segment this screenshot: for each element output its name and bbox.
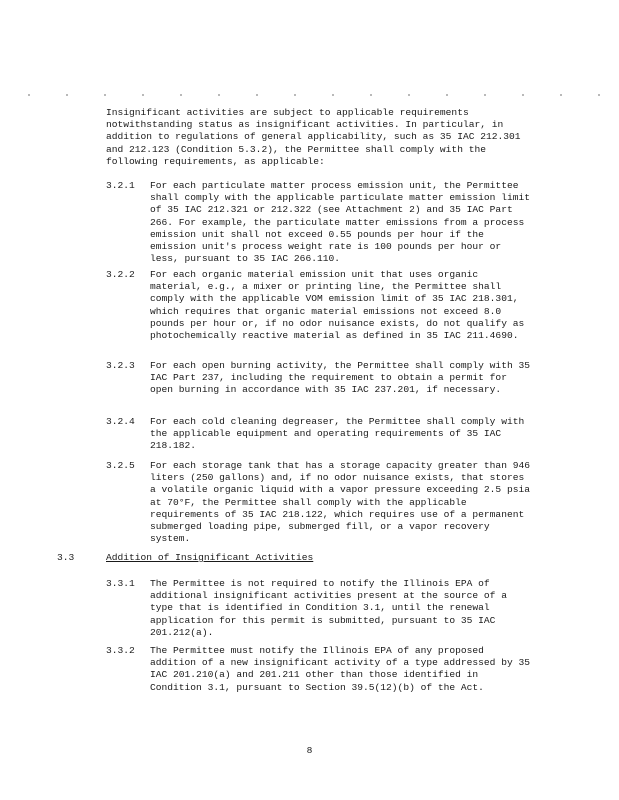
- item-text: For each open burning activity, the Permittee shall comply with 35 IAC Part 237, including the requirement to obtain a permit for open burning in accordance with 35 IAC 237.201, if necessary.: [150, 360, 530, 396]
- item-text: The Permittee must notify the Illinois EPA of any proposed addition of a new insignificant activity of a type addressed by 35 IAC 201.210(a) and 201.211 other than those identified in Condition 3.1, pursuant to Section 39.5(12)(b) of the Act.: [150, 645, 530, 693]
- item-number: 3.3.2: [106, 645, 135, 656]
- item-number: 3.2.1: [106, 180, 135, 191]
- section-title: Addition of Insignificant Activities: [106, 552, 314, 563]
- header-dotted-rule: [10, 93, 610, 97]
- item-text: For each cold cleaning degreaser, the Permittee shall comply with the applicable equipment and operating requirements of 35 IAC 218.182.: [150, 416, 525, 452]
- item-number: 3.2.3: [106, 360, 135, 371]
- item-number: 3.2.2: [106, 269, 135, 280]
- section-number: 3.3: [57, 552, 75, 563]
- item-text: The Permittee is not required to notify the Illinois EPA of additional insignificant activities present at the source of a type that is identified in Condition 3.1, until the renewal application for this permit is submitted, pursuant to 35 IAC 201.212(a).: [150, 578, 507, 638]
- item-number: 3.3.1: [106, 578, 135, 589]
- item-number: 3.2.4: [106, 416, 135, 427]
- item-text: For each particulate matter process emission unit, the Permittee shall comply with the applicable particulate matter emission limit of 35 IAC 212.321 or 212.322 (see Attachment 2) and 35 IAC Part 266. For example, the particulate matter emissions from a process emission unit shall not exceed 0.55 pounds per hour if the emission unit's process weight rate is 100 pounds per hour or less, pursuant to 35 IAC 266.110.: [150, 180, 530, 265]
- intro-paragraph: Insignificant activities are subject to applicable requirements notwithstanding status as insignificant activities. In particular, in addition to regulations of general applicability, such as 35 IAC 212.301 and 212.123 (Condition 5.3.2), the Permittee shall comply with the following requirements, as applicable:: [106, 107, 527, 167]
- item-number: 3.2.5: [106, 460, 135, 471]
- item-text: For each storage tank that has a storage capacity greater than 946 liters (250 gallons) and, if no odor nuisance exists, that stores a volatile organic liquid with a vapor pressure exceeding 2.5 psia at 70°F, the Permittee shall comply with the applicable requirements of 35 IAC 218.122, which requires use of a permanent submerged loading pipe, submerged fill, or a vapor recovery system.: [150, 460, 530, 545]
- page-number: 8: [306, 745, 313, 756]
- item-text: For each organic material emission unit that uses organic material, e.g., a mixer or printing line, the Permittee shall comply with the applicable VOM emission limit of 35 IAC 218.301, which requires that organic material emissions not exceed 8.0 pounds per hour or, if no odor nuisance exists, do not qualify as photochemically reactive material as defined in 35 IAC 211.4690.: [150, 269, 525, 342]
